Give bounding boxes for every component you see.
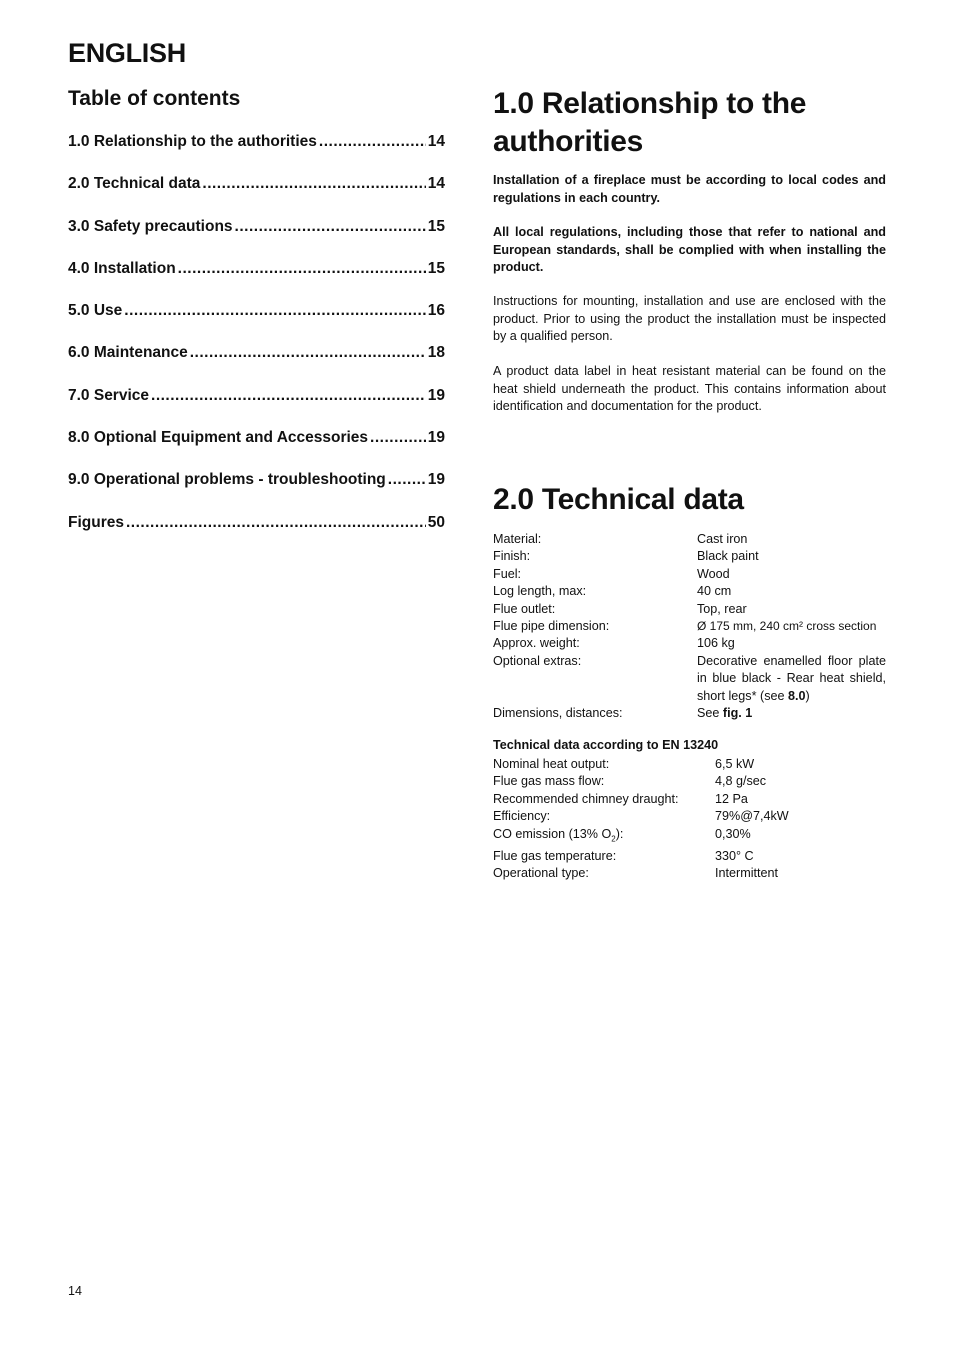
spec-value-text: Decorative enamelled floor plate in blue black - Rear heat shield, short legs* (see (697, 653, 886, 703)
spec-value: 6,5 kW (715, 757, 755, 771)
toc-item-label: 2.0 Technical data (68, 175, 201, 193)
spec-key (493, 826, 715, 848)
figure-reference: fig. 1 (722, 706, 753, 721)
toc-leader (202, 175, 425, 193)
spec-row (493, 791, 789, 808)
toc-item-label: 3.0 Safety precautions (68, 217, 233, 235)
toc-leader (126, 514, 426, 532)
toc-item-page: 14 (427, 133, 445, 150)
spec-value-text: ) (805, 688, 810, 703)
spec-key: Dimensions, distances: (493, 706, 623, 721)
toc-item-label: 5.0 Use (68, 302, 123, 320)
spec-value: 40 cm (697, 584, 732, 599)
spec-key: Log length, max: (493, 584, 587, 599)
toc-item[interactable] (68, 344, 445, 386)
spec-key: Flue gas temperature: (493, 848, 617, 863)
spec-key-text: CO emission (13% O (493, 826, 612, 841)
spec-row (493, 756, 789, 773)
en-standard-title: Technical data according to EN 13240 (493, 738, 719, 752)
toc-item-label: 7.0 Service (68, 386, 150, 404)
table-of-contents (68, 133, 445, 556)
spec-value: 330° C (715, 848, 754, 863)
spec-value: Cast iron (697, 532, 748, 546)
toc-leader (319, 133, 426, 151)
toc-item[interactable] (68, 429, 445, 471)
spec-row (493, 583, 893, 600)
spec-row (493, 848, 789, 865)
toc-leader (190, 344, 426, 362)
spec-key: Material: (493, 532, 542, 546)
toc-item-label: 8.0 Optional Equipment and Accessories (68, 429, 369, 447)
toc-item-page: 18 (427, 344, 445, 362)
toc-item[interactable] (68, 471, 445, 513)
toc-leader (178, 260, 426, 278)
section1-paragraph: A product data label in heat resistant material can be found on the heat shield underneath the product. This contains information about identification and documentation for the product. (493, 364, 886, 413)
spec-key-text: ): (615, 826, 624, 841)
spec-value (697, 653, 886, 705)
spec-key: Optional extras: (493, 653, 582, 668)
toc-leader (388, 471, 426, 489)
spec-value-text: See (697, 706, 723, 721)
toc-item[interactable] (68, 175, 445, 217)
toc-item-page: 15 (427, 259, 445, 277)
toc-item-page: 19 (427, 429, 445, 447)
section1-paragraph: Installation of a fireplace must be according to local codes and regulations in each country. (493, 173, 886, 205)
en-standard-list (493, 756, 789, 882)
spec-key: Operational type: (493, 865, 589, 880)
toc-item-page: 14 (427, 175, 445, 193)
toc-item-label: 1.0 Relationship to the authorities (68, 133, 317, 150)
section1-heading: 1.0 Relationship to the authorities (493, 87, 807, 158)
spec-row (493, 635, 893, 652)
spec-row (493, 865, 789, 882)
section2-heading: 2.0 Technical data (493, 483, 744, 516)
spec-value: Black paint (697, 549, 759, 564)
spec-key: Efficiency: (493, 809, 551, 824)
spec-key: Fuel: (493, 566, 521, 581)
subscript: 2 (611, 834, 616, 844)
toc-item-label: 4.0 Installation (68, 259, 176, 277)
spec-value: 4,8 g/sec (715, 774, 767, 789)
spec-row (493, 566, 893, 583)
spec-key: Flue gas mass flow: (493, 774, 605, 789)
toc-leader (370, 429, 426, 447)
section1-paragraph: All local regulations, including those that refer to national and European standards, shall be complied with when installing the product. (493, 225, 886, 274)
toc-item[interactable] (68, 260, 445, 302)
toc-item-page: 19 (427, 471, 445, 489)
toc-item-label: 9.0 Operational problems - troubleshooting (68, 471, 386, 489)
toc-item-page: 19 (427, 386, 445, 404)
technical-data-list (493, 531, 893, 722)
spec-value: Intermittent (715, 865, 778, 880)
toc-leader (235, 218, 426, 236)
spec-value: 12 Pa (715, 791, 748, 806)
spec-key: Finish: (493, 549, 531, 564)
section1-paragraph: Instructions for mounting, installation and use are enclosed with the product. Prior to using the product the installation must be inspected by a qualified person. (493, 294, 886, 343)
toc-item-page: 15 (427, 217, 445, 235)
spec-value: 106 kg (697, 636, 735, 651)
spec-key: Recommended chimney draught: (493, 791, 679, 806)
spec-value: 79%@7,4kW (715, 809, 789, 824)
toc-item[interactable] (68, 302, 445, 344)
language-heading: ENGLISH (68, 38, 186, 68)
toc-item[interactable] (68, 218, 445, 260)
section-reference: 8.0 (788, 688, 806, 703)
page-number: 14 (68, 1284, 82, 1298)
toc-item[interactable] (68, 387, 445, 429)
spec-row (493, 773, 789, 790)
toc-item-page: 50 (427, 513, 445, 531)
toc-leader (151, 387, 426, 405)
spec-key: Flue pipe dimension: (493, 619, 610, 634)
spec-row (493, 548, 893, 565)
toc-item-label: 6.0 Maintenance (68, 344, 188, 362)
spec-value: Top, rear (697, 601, 747, 616)
spec-row (493, 808, 789, 825)
spec-row (493, 653, 893, 705)
toc-title: Table of contents (68, 87, 241, 110)
spec-key: Flue outlet: (493, 601, 556, 616)
toc-item-page: 16 (427, 302, 445, 320)
spec-row (493, 705, 893, 722)
spec-value: 0,30% (715, 826, 751, 841)
spec-row (493, 601, 893, 618)
spec-key: Approx. weight: (493, 636, 580, 651)
spec-value: Wood (697, 566, 730, 581)
spec-row (493, 826, 789, 848)
toc-item[interactable] (68, 514, 445, 556)
toc-leader (124, 302, 425, 320)
spec-row (493, 531, 893, 548)
spec-value (697, 705, 886, 722)
spec-value: Ø 175 mm, 240 cm² cross section (697, 619, 877, 634)
spec-row (493, 618, 893, 635)
toc-item[interactable] (68, 133, 445, 175)
spec-key: Nominal heat output: (493, 757, 610, 771)
toc-item-label: Figures (68, 513, 124, 531)
